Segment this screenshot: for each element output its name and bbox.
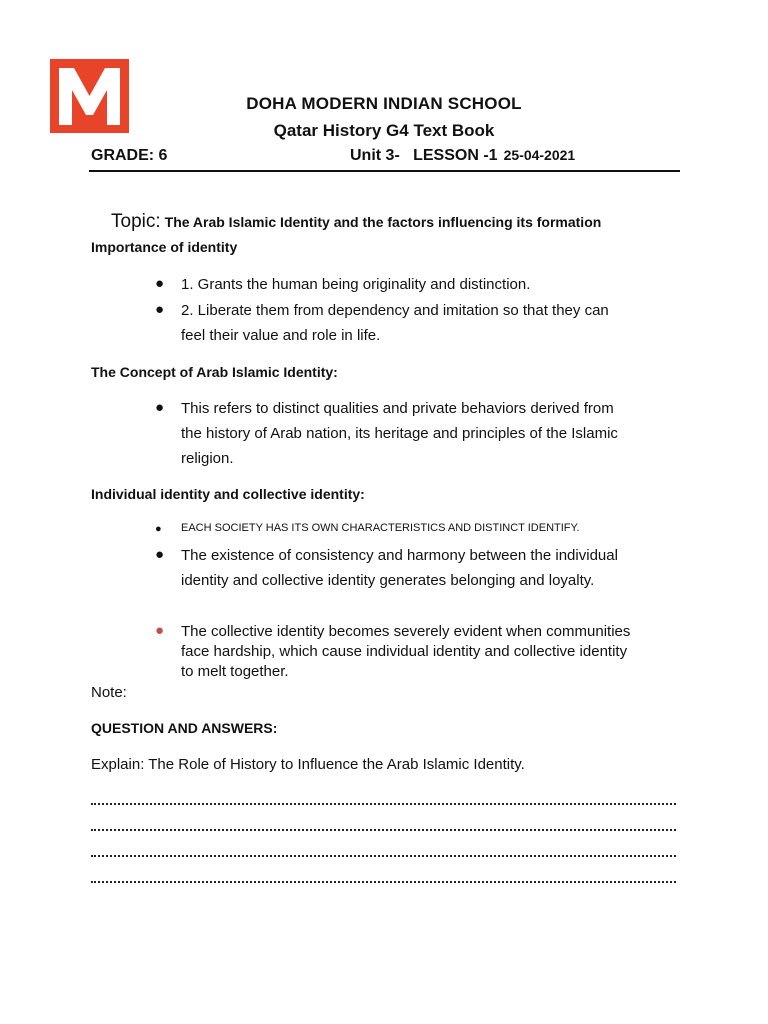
topic-label: Topic:	[111, 211, 161, 232]
answer-line[interactable]	[91, 829, 676, 833]
unit-lesson	[350, 147, 575, 165]
caps-list-item: EACH SOCIETY HAS ITS OWN CHARACTERISTICS AND DISTINCT IDENTIFY.	[181, 522, 580, 534]
list-item-text: This refers to distinct qualities and private behaviors derived from	[181, 400, 614, 417]
bullet-icon: ●	[155, 546, 165, 563]
heading-individual: Individual identity and collective identity:	[91, 486, 365, 502]
bullet-icon: ●	[155, 622, 165, 639]
list-item	[181, 396, 618, 471]
heading-qa: QUESTION AND ANSWERS:	[91, 720, 278, 736]
list-item-text: The collective identity becomes severely evident when communities	[181, 623, 631, 640]
list-item	[181, 298, 609, 348]
heading-concept: The Concept of Arab Islamic Identity:	[91, 364, 338, 380]
list-item-text: The existence of consistency and harmony between the individual	[181, 547, 618, 564]
heading-importance: Importance of identity	[91, 239, 238, 255]
list-item-text: 1. Grants the human being originality and distinction.	[181, 276, 531, 293]
list-item-text: feel their value and role in life.	[181, 327, 381, 344]
bullet-icon: ●	[155, 399, 165, 416]
topic-text: The Arab Islamic Identity and the factors influencing its formation	[164, 214, 602, 230]
bullet-icon: ●	[155, 301, 165, 318]
question-text: Explain: The Role of History to Influence the Arab Islamic Identity.	[91, 756, 525, 773]
bullet-icon: ●	[155, 523, 162, 535]
header-divider	[89, 170, 680, 172]
list-item-text: to melt together.	[181, 663, 289, 680]
list-item	[181, 543, 618, 593]
answer-line[interactable]	[91, 855, 676, 859]
lesson-date: 25-04-2021	[503, 147, 576, 163]
list-item-text: face hardship, which cause individual identity and collective identity	[181, 643, 628, 660]
unit-lesson-label: Unit 3- LESSON -1	[350, 147, 498, 164]
list-item-text: the history of Arab nation, its heritage and principles of the Islamic	[181, 425, 618, 442]
topic-line	[111, 211, 601, 233]
list-item-text: religion.	[181, 450, 234, 467]
school-name: DOHA MODERN INDIAN SCHOOL	[246, 94, 522, 113]
bullet-icon: ●	[155, 275, 165, 292]
list-item-text: identity and collective identity generates belonging and loyalty.	[181, 572, 595, 589]
answer-line[interactable]	[91, 881, 676, 885]
list-item	[181, 272, 530, 297]
book-title: Qatar History G4 Text Book	[273, 121, 495, 140]
grade-label: GRADE: 6	[91, 147, 168, 164]
list-item-text: 2. Liberate them from dependency and imitation so that they can	[181, 302, 609, 319]
note-label: Note:	[91, 684, 127, 701]
answer-line[interactable]	[91, 803, 676, 807]
list-item	[181, 622, 630, 682]
